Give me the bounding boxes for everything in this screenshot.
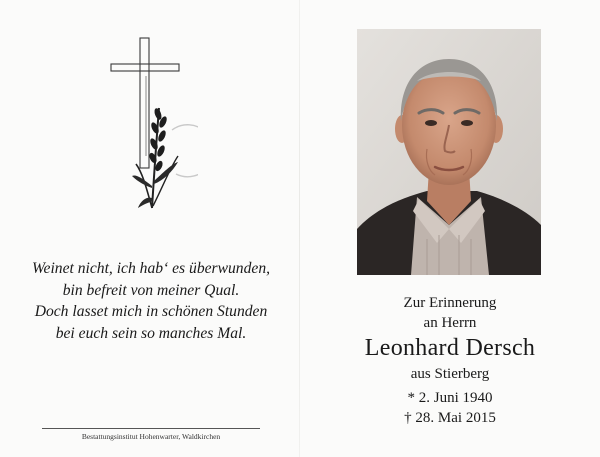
memorial-poem [22, 258, 280, 344]
birth-date: * 2. Juni 1940 [407, 390, 493, 406]
in-memory-text: Zur Erinnerung [403, 295, 497, 311]
poem-line: bei euch sein so manches Mal. [55, 324, 247, 342]
to-mister-text: an Herrn [423, 315, 477, 331]
cross-with-wheat-icon [106, 36, 198, 214]
portrait-photo [357, 29, 541, 275]
deceased-name: Leonhard Dersch [364, 335, 536, 361]
divider [42, 428, 260, 429]
funeral-home-credit: Bestattungsinstitut Hohenwarter, Waldkirchen [81, 432, 221, 441]
poem-line: Doch lasset mich in schönen Stunden [34, 303, 268, 320]
hometown-text: aus Stierberg [410, 366, 490, 382]
poem-line: bin befreit von meiner Qual. [62, 281, 240, 299]
card-fold [299, 0, 300, 457]
death-date: † 28. Mai 2015 [404, 410, 496, 426]
poem-line: Weinet nicht, ich hab‘ es überwunden, [31, 260, 271, 277]
portrait-illustration [357, 29, 541, 275]
